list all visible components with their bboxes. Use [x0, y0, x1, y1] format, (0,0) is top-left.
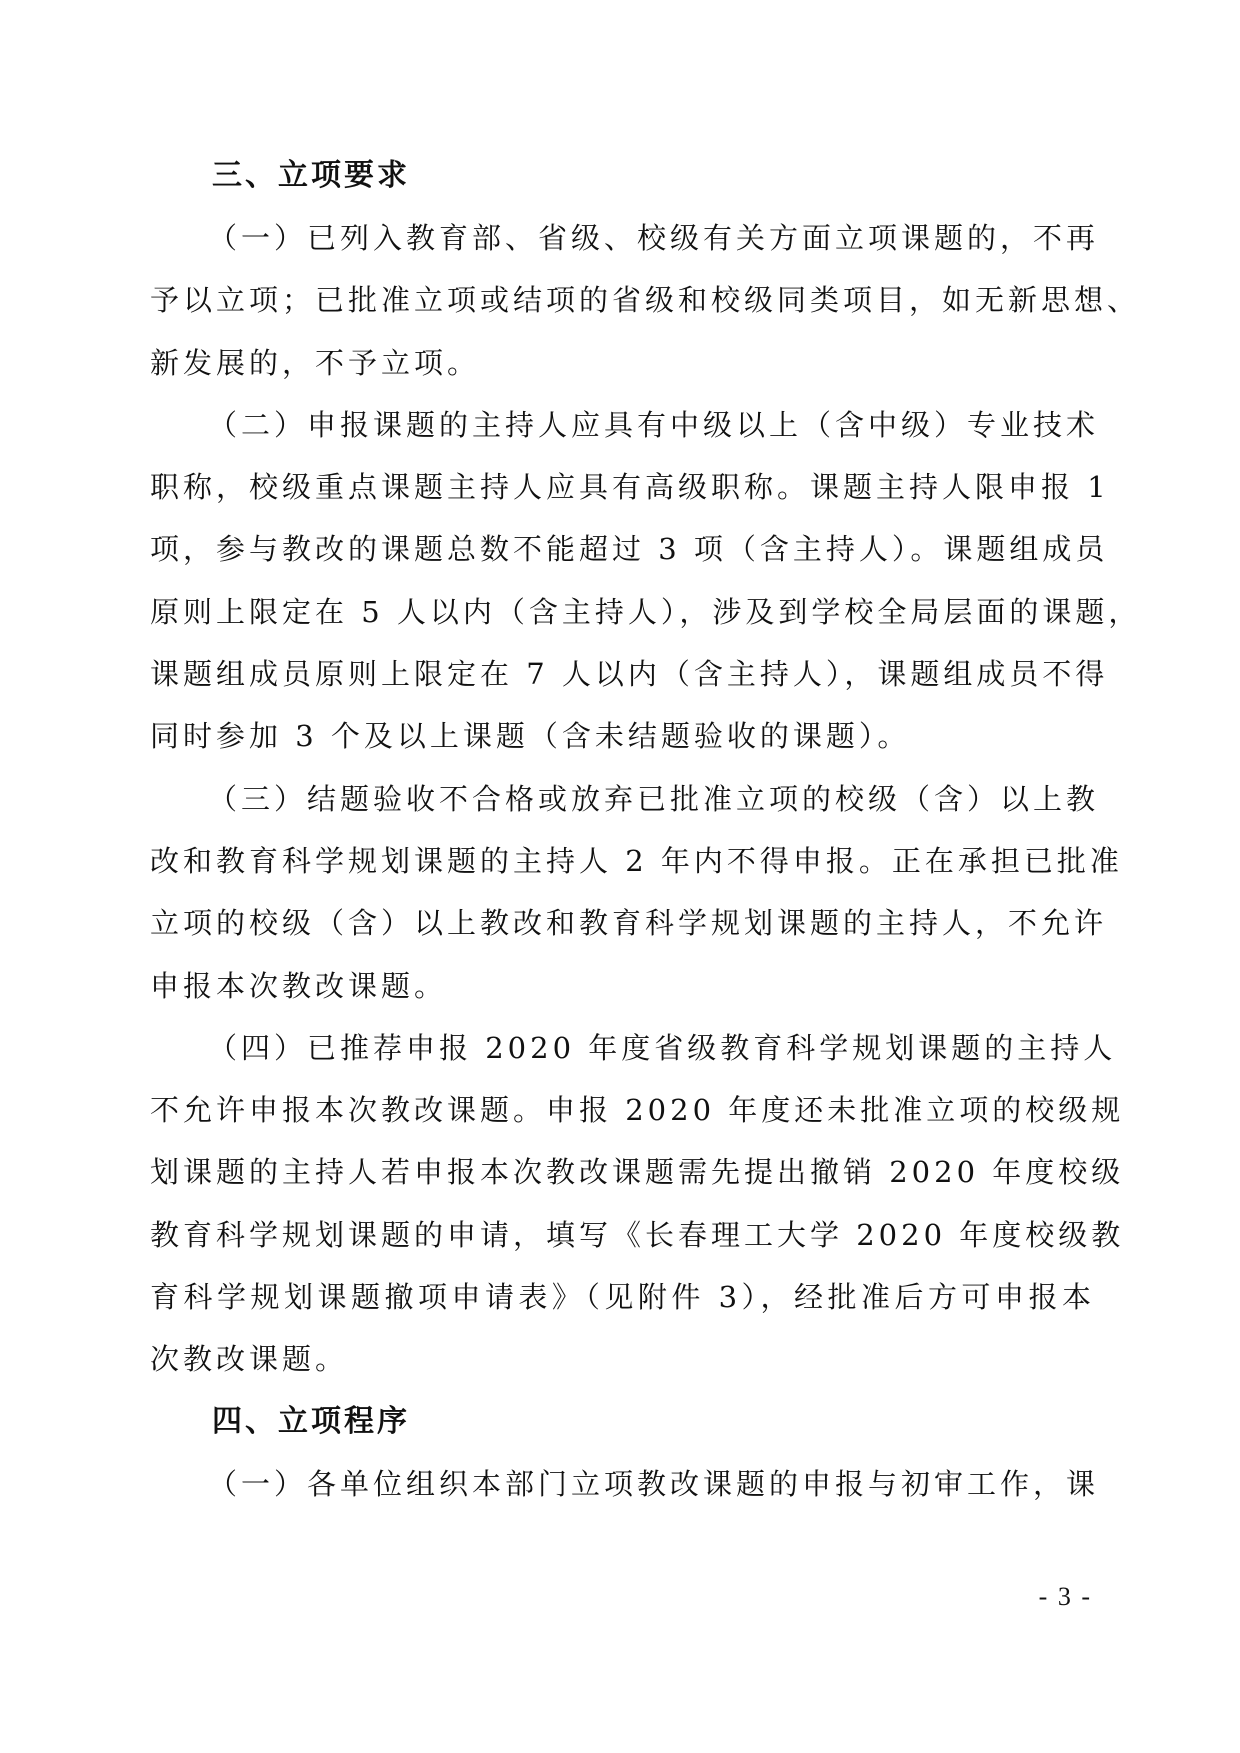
section-heading-project-requirements: 三、立项要求 [212, 158, 410, 193]
text-line: 课题组成员原则上限定在 7 人以内（含主持人），课题组成员不得 [150, 657, 1109, 692]
text-line: 新发展的，不予立项。 [150, 345, 481, 380]
text-line: 改和教育科学规划课题的主持人 2 年内不得申报。正在承担已批准 [150, 843, 1123, 878]
text-line: （一）各单位组织本部门立项教改课题的申报与初审工作，课 [208, 1466, 1100, 1501]
text-line: 职称，校级重点课题主持人应具有高级职称。课题主持人限申报 1 [150, 470, 1110, 505]
text-line: 项，参与教改的课题总数不能超过 3 项（含主持人）。课题组成员 [150, 532, 1109, 567]
paragraph-requirement-3 [150, 768, 1123, 1017]
page-number: - 3 - [1038, 1582, 1092, 1611]
text-line: 次教改课题。 [150, 1342, 349, 1377]
text-line: （四）已推荐申报 2020 年度省级教育科学规划课题的主持人 [208, 1030, 1117, 1065]
text-line: 不允许申报本次教改课题。申报 2020 年度还未批准立项的校级规 [150, 1093, 1125, 1128]
text-line: 育科学规划课题撤项申请表》（见附件 3），经批准后方可申报本 [150, 1280, 1095, 1315]
text-line: 教育科学规划课题的申请，填写《长春理工大学 2020 年度校级教 [150, 1217, 1125, 1252]
paragraph-procedure-1 [150, 1453, 1100, 1515]
paragraph-requirement-2 [150, 394, 1142, 768]
text-line: 原则上限定在 5 人以内（含主持人），涉及到学校全局层面的课题， [150, 594, 1142, 629]
paragraph-requirement-1 [150, 207, 1141, 394]
text-line: 立项的校级（含）以上教改和教育科学规划课题的主持人，不允许 [150, 906, 1108, 941]
text-line: 予以立项；已批准立项或结项的省级和校级同类项目，如无新思想、 [150, 283, 1141, 318]
text-line: （二）申报课题的主持人应具有中级以上（含中级）专业技术 [208, 407, 1100, 442]
text-line: 申报本次教改课题。 [150, 968, 448, 1003]
section-heading-project-procedure: 四、立项程序 [212, 1403, 410, 1439]
document-page [150, 145, 1142, 1515]
text-line: （三）结题验收不合格或放弃已批准立项的校级（含）以上教 [208, 781, 1100, 816]
text-line: 同时参加 3 个及以上课题（含未结题验收的课题）。 [150, 719, 911, 754]
text-line: （一）已列入教育部、省级、校级有关方面立项课题的，不再 [208, 221, 1100, 255]
text-line: 划课题的主持人若申报本次教改课题需先提出撤销 2020 年度校级 [150, 1155, 1125, 1190]
paragraph-requirement-4 [150, 1017, 1125, 1391]
